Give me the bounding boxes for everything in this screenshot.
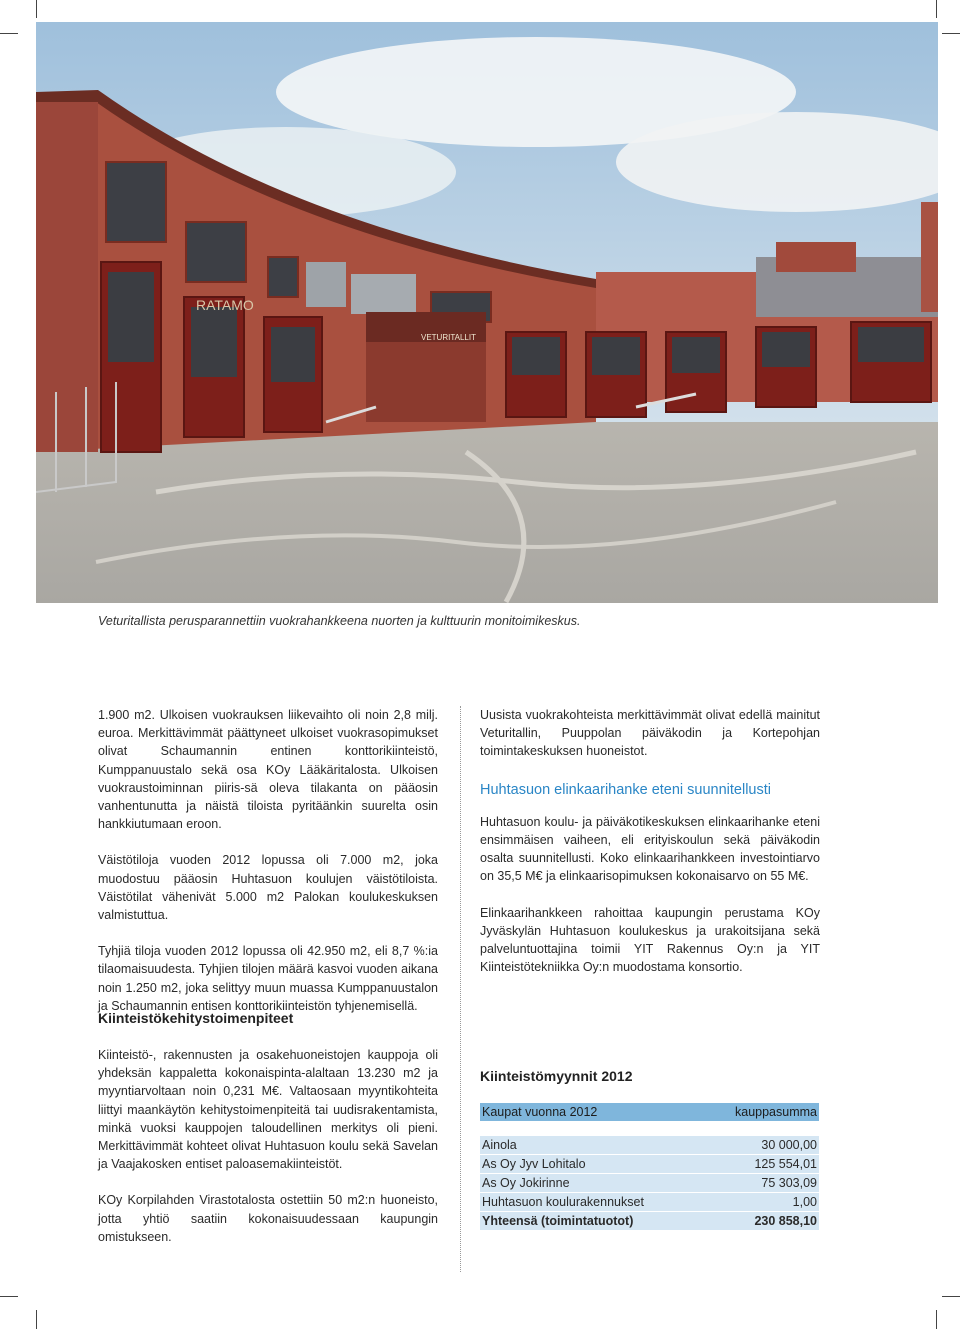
table-row bbox=[480, 1174, 819, 1193]
table-cell: 230 858,10 bbox=[703, 1212, 819, 1231]
table-cell: Ainola bbox=[480, 1136, 703, 1155]
right-column bbox=[480, 706, 820, 994]
crop-mark bbox=[36, 1310, 37, 1329]
table-cell: 75 303,09 bbox=[703, 1174, 819, 1193]
column-header: Kaupat vuonna 2012 bbox=[480, 1103, 703, 1121]
crop-mark bbox=[942, 33, 960, 34]
crop-mark bbox=[942, 1296, 960, 1297]
section-heading-kehitys: Kiinteistökehitystoimenpiteet bbox=[98, 1010, 294, 1026]
crop-mark bbox=[936, 0, 937, 18]
crop-mark bbox=[0, 1296, 18, 1297]
table-cell: 30 000,00 bbox=[703, 1136, 819, 1155]
paragraph: Uusista vuokrakohteista merkittävimmät olivat edellä mainitut Veturitallin, Puuppolan päiväkodin ja Kortepohjan toimintakeskuksen huoneistot. bbox=[480, 708, 820, 759]
table-cell: 1,00 bbox=[703, 1193, 819, 1212]
column-header: kauppasumma bbox=[703, 1103, 819, 1121]
table-total-row bbox=[480, 1212, 819, 1231]
paragraph: 1.900 m2. Ulkoisen vuokrauksen liikevaihto oli noin 2,8 milj. euroa. Merkittävimmät päättyneet ulkoiset vuokrasopimukset olivat Schaumannin entinen konttorikiinteistö, Kumppanuustalo sekä osa KOy Lääkäritalosta. Ulkoisen vuokraustoiminnan piiris-sä oleva tilakanta on pääosin vanhentunutta ja näistä tiloista pyritäänkin suurelta osin hankkiutumaan eroon. bbox=[98, 708, 438, 832]
kehitys-column bbox=[98, 1046, 438, 1264]
section-heading-sales: Kiinteistömyynnit 2012 bbox=[480, 1068, 633, 1084]
table-cell: 125 554,01 bbox=[703, 1155, 819, 1174]
paragraph: Tyhjiä tiloja vuoden 2012 lopussa oli 42.950 m2, eli 8,7 %:ia tilaomaisuudesta. Tyhjien tilojen määrä kasvoi vuoden aikana noin 1.250 m2, joka selittyy muun muassa Kumppanuustalon ja Schaumannin entisen konttorikiinteistön tyhjenemisellä. bbox=[98, 944, 438, 1013]
photo-sign-ratamo: RATAMO bbox=[196, 297, 254, 313]
table-row bbox=[480, 1155, 819, 1174]
paragraph: Elinkaarihankkeen rahoittaa kaupungin perustama KOy Jyväskylän Huhtasuon koulukeskus ja urakoitsijana sekä palveluntuottajina toimii YIT Rakennus Oy:n ja YIT Kiinteistötekniikka Oy:n muodostama konsortio. bbox=[480, 905, 820, 975]
crop-mark bbox=[36, 0, 37, 18]
section-heading-huhtasuo: Huhtasuon elinkaarihanke eteni suunnitellusti bbox=[480, 781, 771, 798]
sales-table bbox=[480, 1103, 819, 1230]
paragraph: Väistötiloja vuoden 2012 lopussa oli 7.000 m2, joka muodostuu pääosin Huhtasuon koulujen väistötiloista. Väistötilat vähenivät 5.000 m2 Palokan koulukeskuksen valmistuttua. bbox=[98, 853, 438, 923]
table-row bbox=[480, 1136, 819, 1155]
crop-mark bbox=[936, 1310, 937, 1329]
paragraph: Kiinteistö-, rakennusten ja osakehuoneistojen kauppoja oli yhdeksän kappaletta kokonaispinta-alaltaan 13.230 m2 ja myyntiarvoltaan noin 0,231 M€. Valtaosaan myyntikohteita liittyi maankäytön kehitystoimenpiteitä tai uudisrakentamista, minkä vuoksi kauppojen taloudellinen merkitys oli pieni. Merkittävimmät kohteet olivat Huhtasuon koulu sekä Savelan ja Vaajakosken entiset paloasemakiinteistöt. bbox=[98, 1048, 438, 1172]
table-cell: Yhteensä (toimintatuotot) bbox=[480, 1212, 703, 1231]
paragraph: KOy Korpilahden Virastotalosta ostettiin 50 m2:n huoneisto, jotta yhtiö saatiin kokonaisuudessaan kaupungin omistukseen. bbox=[98, 1193, 438, 1244]
crop-mark bbox=[0, 33, 18, 34]
table-cell: As Oy Jokirinne bbox=[480, 1174, 703, 1193]
left-column bbox=[98, 706, 438, 1033]
paragraph: Huhtasuon koulu- ja päiväkotikeskuksen elinkaarihanke eteni ensimmäisen vaiheen, eli erityiskoulun sekä päiväkodin osalta suunnitellusti. Koko elinkaarihankkeen investointiarvo on 35,5 M€ ja elinkaarisopimuksen kokonaisarvo on 55 M€. bbox=[480, 814, 820, 884]
table-cell: Huhtasuon koulurakennukset bbox=[480, 1193, 703, 1212]
building-photo bbox=[36, 22, 938, 603]
table-row bbox=[480, 1193, 819, 1212]
photo-sign-veturitallit: VETURITALLIT bbox=[421, 333, 476, 342]
photo-caption: Veturitallista perusparannettiin vuokrahankkeena nuorten ja kulttuurin monitoimikeskus. bbox=[98, 614, 581, 628]
table-cell: As Oy Jyv Lohitalo bbox=[480, 1155, 703, 1174]
column-divider bbox=[460, 706, 461, 1272]
